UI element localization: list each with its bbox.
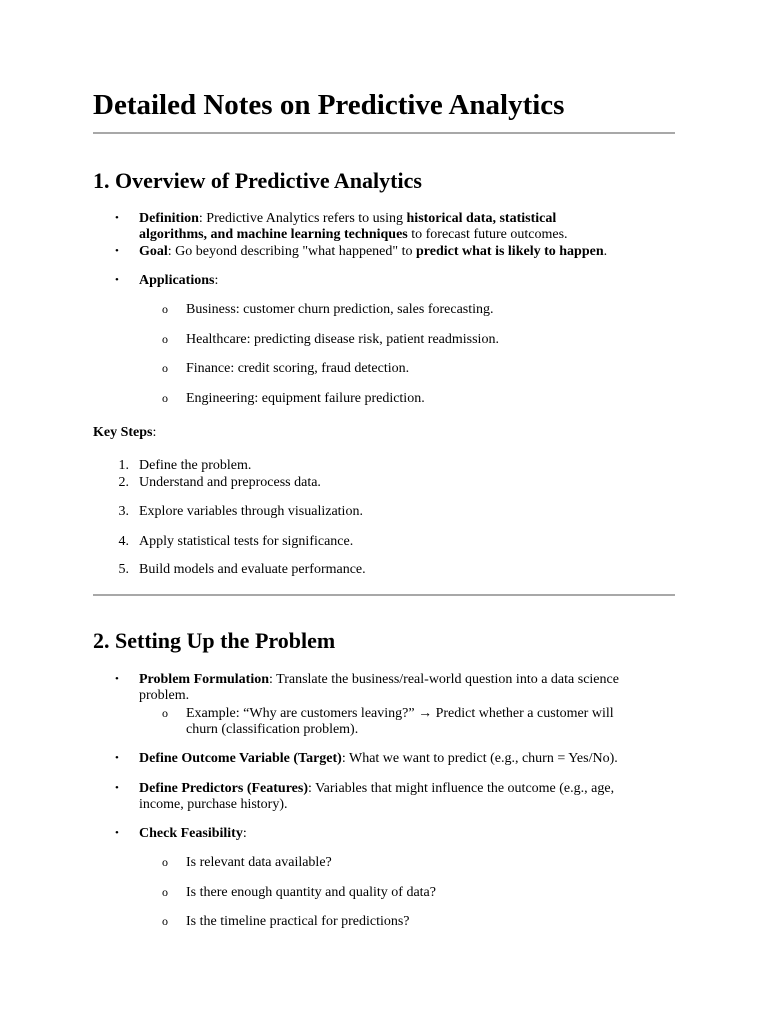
problem-formulation-line-1: Problem Formulation: Translate the business/real-world question into a data science: [139, 672, 619, 687]
bullet-icon: •: [115, 752, 119, 764]
predictors-line-2: income, purchase history).: [139, 797, 288, 812]
outcome-line: Define Outcome Variable (Target): What we want to predict (e.g., churn = Yes/No).: [139, 751, 618, 766]
example-line-1: Example: “Why are customers leaving?” → Predict whether a customer will: [186, 706, 614, 721]
circle-bullet-icon: o: [162, 361, 168, 375]
list-item: Healthcare: predicting disease risk, patient readmission.: [186, 332, 499, 347]
list-number: 2.: [118, 475, 129, 490]
feasibility-label: Check Feasibility:: [139, 826, 247, 841]
circle-bullet-icon: o: [162, 706, 168, 720]
list-item: Is the timeline practical for predictions?: [186, 914, 410, 929]
bullet-icon: •: [115, 245, 119, 257]
bullet-icon: •: [115, 212, 119, 224]
list-item: Build models and evaluate performance.: [139, 562, 366, 577]
applications-label: Applications:: [139, 273, 219, 288]
section-1-heading: 1. Overview of Predictive Analytics: [93, 168, 422, 193]
circle-bullet-icon: o: [162, 885, 168, 899]
section-divider: [93, 594, 675, 596]
circle-bullet-icon: o: [162, 855, 168, 869]
list-number: 1.: [118, 458, 129, 473]
bullet-icon: •: [115, 274, 119, 286]
key-steps-label: Key Steps:: [93, 425, 157, 440]
bullet-icon: •: [115, 827, 119, 839]
bullet-icon: •: [115, 673, 119, 685]
list-item: Is there enough quantity and quality of data?: [186, 885, 436, 900]
list-number: 5.: [118, 562, 129, 577]
list-item: Engineering: equipment failure prediction.: [186, 391, 425, 406]
circle-bullet-icon: o: [162, 914, 168, 928]
page-title: Detailed Notes on Predictive Analytics: [93, 89, 565, 121]
circle-bullet-icon: o: [162, 332, 168, 346]
circle-bullet-icon: o: [162, 302, 168, 316]
definition-line-1: Definition: Predictive Analytics refers to using historical data, statistical: [139, 211, 557, 226]
list-item: Business: customer churn prediction, sales forecasting.: [186, 302, 494, 317]
list-item: Apply statistical tests for significance.: [139, 534, 354, 549]
list-number: 3.: [118, 504, 129, 519]
list-item: Is relevant data available?: [186, 855, 332, 870]
list-item: Define the problem.: [139, 458, 252, 473]
goal-line: Goal: Go beyond describing "what happened" to predict what is likely to happen.: [139, 244, 608, 259]
definition-line-2: algorithms, and machine learning techniques to forecast future outcomes.: [139, 227, 568, 242]
title-divider: [93, 132, 675, 134]
bullet-icon: •: [115, 782, 119, 794]
list-item: Finance: credit scoring, fraud detection.: [186, 361, 410, 376]
list-item: Understand and preprocess data.: [139, 475, 321, 490]
circle-bullet-icon: o: [162, 391, 168, 405]
predictors-line-1: Define Predictors (Features): Variables that might influence the outcome (e.g., age,: [139, 781, 615, 796]
list-item: Explore variables through visualization.: [139, 504, 363, 519]
problem-formulation-line-2: problem.: [139, 688, 190, 703]
example-line-2: churn (classification problem).: [186, 722, 359, 737]
list-number: 4.: [118, 534, 129, 549]
section-2-heading: 2. Setting Up the Problem: [93, 628, 336, 653]
